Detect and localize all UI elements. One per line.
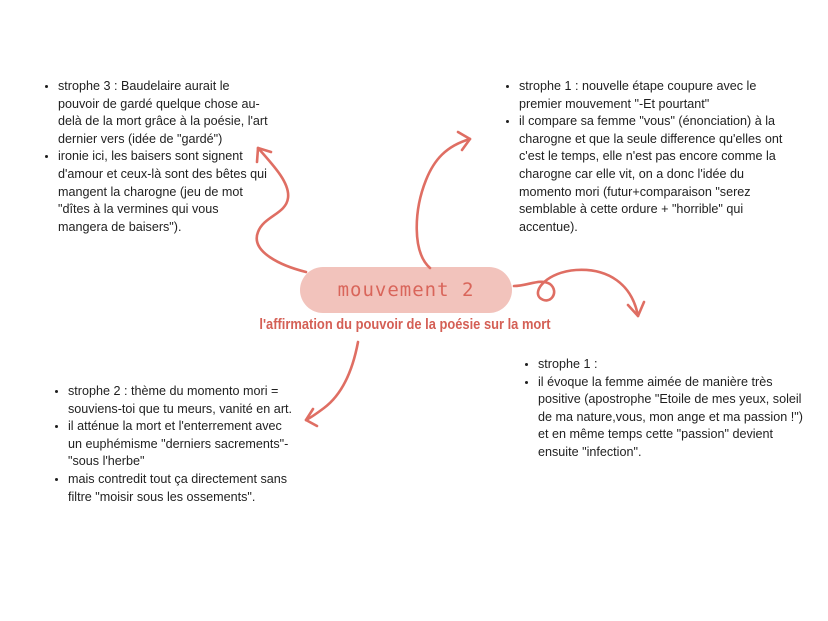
arrow-to-right-icon xyxy=(514,270,644,316)
list-item: • il compare sa femme "vous" (énonciation) à la charogne et que la seule difference qu'elles ont c'est le temps, elle n'est pas encore comme la charogne car elle vit, on a donc l'idée du momento mori (futur+comparaison "serez semblable à cette ordure + "horrible" qui accentue). xyxy=(519,113,797,236)
note-top-left xyxy=(36,78,268,236)
list-item: • strophe 1 : xyxy=(538,356,806,374)
center-subtitle: l'affirmation du pouvoir de la poésie sur la mort xyxy=(259,316,551,333)
list-item: • il atténue la mort et l'enterrement avec un euphémisme "derniers sacrements"-"sous l'herbe" xyxy=(68,418,296,471)
note-top-right xyxy=(497,78,797,236)
list-item: • strophe 1 : nouvelle étape coupure avec le premier mouvement "-Et pourtant" xyxy=(519,78,797,113)
arrow-to-bottom-left-icon xyxy=(306,342,358,426)
list-item: • strophe 2 : thème du momento mori = souviens-toi que tu meurs, vanité en art. xyxy=(68,383,296,418)
arrow-to-top-right-icon xyxy=(417,132,470,268)
center-title: mouvement 2 xyxy=(337,279,475,301)
note-bottom-left xyxy=(46,383,296,506)
note-bottom-right xyxy=(516,356,806,462)
list-item: • ironie ici, les baisers sont signent d'amour et ceux-là sont des bêtes qui mangent la charogne (jeu de mot "dîtes à la vermines qui vous mangera de baisers"). xyxy=(58,148,268,236)
list-item: • mais contredit tout ça directement sans filtre "moisir sous les ossements". xyxy=(68,471,296,506)
list-item: • strophe 3 : Baudelaire aurait le pouvoir de gardé quelque chose au-delà de la mort grâce à la poésie, l'art dernier vers (idée de "gardé") xyxy=(58,78,268,148)
center-topic-pill xyxy=(300,267,512,313)
list-item: • il évoque la femme aimée de manière très positive (apostrophe "Etoile de mes yeux, soleil de ma nature,vous, mon ange et ma passion !") et en même temps cette "passion" devient ensuite "infection". xyxy=(538,374,806,462)
